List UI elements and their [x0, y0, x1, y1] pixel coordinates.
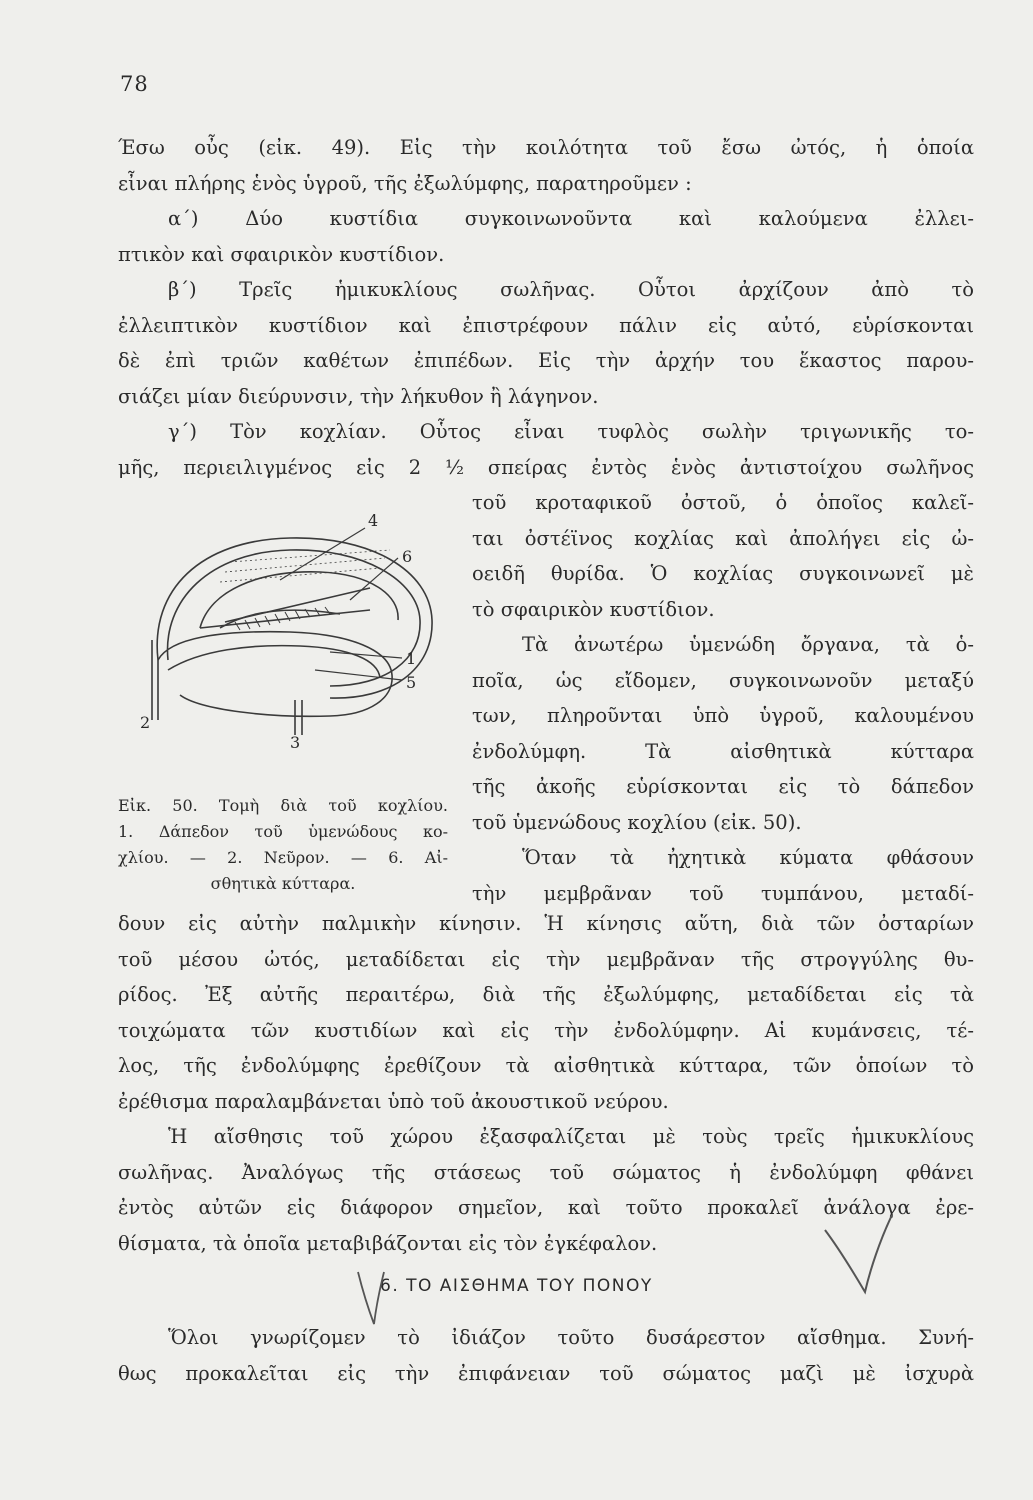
text-line: τῆς ἀκοῆς εὑρίσκονται εἰς τὸ δάπεδον: [472, 775, 974, 798]
text-line: τοῦ κροταφικοῦ ὀστοῦ, ὁ ὁποῖος καλεῖ-: [472, 491, 974, 514]
text-line: τὴν μεμβρᾶναν τοῦ τυμπάνου, μεταδί-: [472, 881, 974, 905]
figure-label: 6: [402, 547, 413, 566]
figure-label: 2: [140, 713, 151, 732]
text-line: β΄) Τρεῖς ἡμικυκλίους σωλῆνας. Οὗτοι ἀρχίζουν ἀπὸ τὸ: [168, 278, 974, 301]
text-line: ἐρέθισμα παραλαμβάνεται ὑπὸ τοῦ ἀκουστικοῦ νεύρου.: [118, 1089, 669, 1113]
final-text: [118, 1320, 974, 1391]
figure-label: 3: [290, 733, 301, 750]
text-line: δουν εἰς αὐτὴν παλμικὴν κίνησιν. Ἡ κίνησις αὕτη, διὰ τῶν ὀσταρίων: [118, 912, 974, 935]
text-line: ἐλλειπτικὸν κυστίδιον καὶ ἐπιστρέφουν πάλιν εἰς αὐτό, εὑρίσκονται: [118, 313, 974, 337]
text-line: τὸ σφαιρικὸν κυστίδιον.: [472, 597, 715, 621]
text-line: ρίδος. Ἐξ αὐτῆς περαιτέρω, διὰ τῆς ἐξωλύμφης, μεταδίδεται εἰς τὰ: [118, 983, 974, 1006]
text-line: θως προκαλεῖται εἰς τὴν ἐπιφάνειαν τοῦ σώματος μαζὶ μὲ ἰσχυρὰ: [118, 1361, 974, 1385]
text-line: λος, τῆς ἐνδολύμφης ἐρεθίζουν τὰ αἰσθητικὰ κύτταρα, τῶν ὁποίων τὸ: [118, 1054, 974, 1077]
caption-line: Εἰκ. 50. Τομὴ διὰ τοῦ κοχλίου.: [118, 796, 448, 815]
text-line: οειδῆ θυρίδα. Ὁ κοχλίας συγκοινωνεῖ μὲ: [472, 562, 974, 585]
text-line: τοῦ ὑμενώδους κοχλίου (εἰκ. 50).: [472, 810, 802, 834]
cochlea-figure: [140, 510, 460, 750]
section-heading: 6. ΤΟ ΑΙΣΘΗΜΑ ΤΟΥ ΠΟΝΟΥ: [380, 1276, 653, 1296]
pencil-bracket-mark: [350, 1268, 390, 1328]
right-column-text: [472, 485, 974, 911]
text-line: μῆς, περιειλιγμένος εἰς 2 ½ σπείρας ἐντὸς ἑνὸς ἀντιστοίχου σωλῆνος: [118, 455, 974, 479]
text-line: σιάζει μίαν διεύρυνσιν, τὴν λήκυθον ἢ λάγηνον.: [118, 384, 599, 408]
text-line: δὲ ἐπὶ τριῶν καθέτων ἐπιπέδων. Εἰς τὴν ἀρχήν του ἕκαστος παρου-: [118, 349, 974, 372]
text-line: ποῖα, ὡς εἴδομεν, συγκοινωνοῦν μεταξύ: [472, 668, 974, 692]
text-line: εἶναι πλήρης ἑνὸς ὑγροῦ, τῆς ἐξωλύμφης, παρατηροῦμεν :: [118, 171, 692, 195]
text-line: γ΄) Τὸν κοχλίαν. Οὗτος εἶναι τυφλὸς σωλὴν τριγωνικῆς το-: [168, 420, 974, 443]
text-line: τοιχώματα τῶν κυστιδίων καὶ εἰς τὴν ἐνδολύμφην. Αἱ κυμάνσεις, τέ-: [118, 1018, 974, 1042]
figure-label: 1: [406, 649, 417, 668]
text-line: ἐντὸς αὐτῶν εἰς διάφορον σημεῖον, καὶ τοῦτο προκαλεῖ ἀνάλογα ἐρε-: [118, 1196, 974, 1219]
text-line: Ὅταν τὰ ἠχητικὰ κύματα φθάσουν: [522, 846, 974, 869]
lower-turn: [158, 632, 392, 717]
caption-line: σθητικὰ κύτταρα.: [210, 874, 356, 893]
text-line: Ἡ αἴσθησις τοῦ χώρου ἐξασφαλίζεται μὲ τοὺς τρεῖς ἡμικυκλίους: [168, 1125, 974, 1148]
text-line: ἐνδολύμφη. Τὰ αἰσθητικὰ κύτταρα: [472, 739, 974, 763]
text-line: Τὰ ἀνωτέρω ὑμενώδη ὄργανα, τὰ ὁ-: [522, 633, 974, 656]
text-line: πτικὸν καὶ σφαιρικὸν κυστίδιον.: [118, 242, 445, 266]
text-line: σωλῆνας. Ἀναλόγως τῆς στάσεως τοῦ σώματος ἡ ἐνδολύμφη φθάνει: [118, 1160, 974, 1184]
text-line: ται ὀστέϊνος κοχλίας καὶ ἀπολήγει εἰς ὠ-: [472, 526, 974, 550]
figure-label: 4: [368, 511, 379, 530]
pencil-check-mark: [820, 1210, 900, 1300]
text-line: Ὅλοι γνωρίζομεν τὸ ἰδιάζον τοῦτο δυσάρεστον αἴσθημα. Συνή-: [168, 1326, 974, 1349]
inner-turn: [200, 572, 398, 628]
top-text: [118, 130, 974, 485]
text-line: θίσματα, τὰ ὁποῖα μεταβιβάζονται εἰς τὸν ἐγκέφαλον.: [118, 1231, 658, 1255]
bottom-text: [118, 906, 974, 1261]
caption-line: χλίου. — 2. Νεῦρον. — 6. Αἰ-: [118, 848, 448, 867]
text-line: Έσω οὖς (εἰκ. 49). Εἰς τὴν κοιλότητα τοῦ ἔσω ὠτός, ἡ ὁποία: [118, 136, 974, 159]
text-line: α΄) Δύο κυστίδια συγκοινωνοῦντα καὶ καλούμενα ἐλλει-: [168, 207, 974, 230]
cochlea-diagram: [140, 510, 460, 750]
figure-label: 5: [406, 673, 417, 692]
caption-line: 1. Δάπεδον τοῦ ὑμενώδους κο-: [118, 822, 448, 841]
text-line: τοῦ μέσου ὠτός, μεταδίδεται εἰς τὴν μεμβρᾶναν τῆς στρογγύλης θυ-: [118, 947, 974, 971]
page-number: 78: [120, 72, 149, 96]
figure-caption: [118, 793, 448, 897]
text-line: των, πληροῦνται ὑπὸ ὑγροῦ, καλουμένου: [472, 704, 974, 727]
